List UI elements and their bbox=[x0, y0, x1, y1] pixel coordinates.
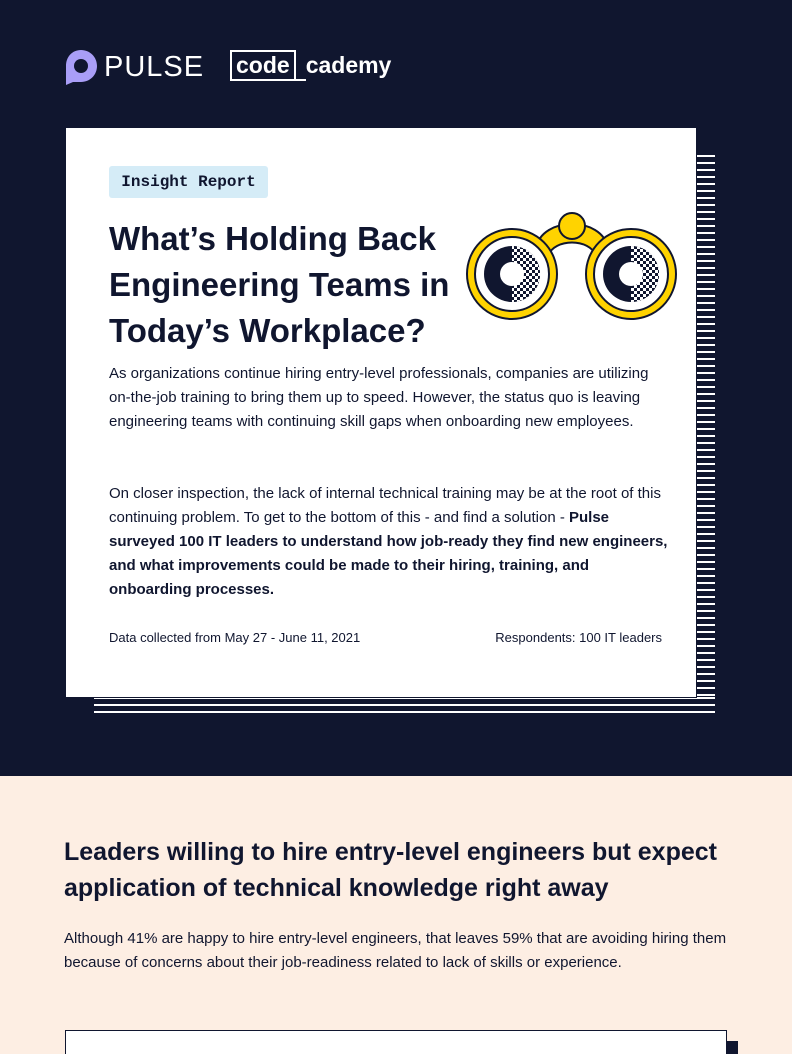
pulse-logo-icon bbox=[64, 49, 98, 85]
decorative-stripes-bottom bbox=[94, 697, 715, 717]
report-card bbox=[65, 127, 697, 698]
codecademy-logo bbox=[230, 50, 391, 82]
insight-report-badge: Insight Report bbox=[109, 166, 268, 198]
detail-bold-text: Pulse surveyed 100 IT leaders to understand how job-ready they find new engineers, and what improvements could be made to their hiring, training, and onboarding processes. bbox=[109, 509, 668, 598]
intro-paragraph: As organizations continue hiring entry-level professionals, companies are utilizing on-the-job training to bring them up to speed. However, the status quo is leaving engineering teams with continuing skill gaps when onboarding new employees. bbox=[109, 365, 649, 430]
respondents-count: Respondents: 100 IT leaders bbox=[495, 630, 662, 645]
pulse-logo bbox=[64, 49, 204, 85]
section-body: Although 41% are happy to hire entry-level engineers, that leaves 59% that are avoiding hiring them because of concerns about their job-readiness related to lack of skills or experience. bbox=[64, 930, 727, 971]
chart-card-shadow bbox=[727, 1041, 738, 1054]
decorative-stripes-right bbox=[696, 155, 715, 697]
codecademy-rest-text: cademy bbox=[305, 52, 392, 78]
cursor-mark bbox=[294, 79, 306, 81]
report-title: What’s Holding Back Engineering Teams in Today’s Workplace? bbox=[109, 220, 450, 349]
detail-paragraph: On closer inspection, the lack of internal technical training may be at the root of this continuing problem. To get to the bottom of this - and find a solution - Pulse surveyed 100 IT leaders to understand how job-ready they find new engineers, and what improvements could be made to their hiring, training, and onboarding processes. bbox=[109, 485, 668, 598]
pulse-wordmark: PULSE bbox=[104, 51, 205, 83]
section-heading: Leaders willing to hire entry-level engineers but expect application of technical knowledge right away bbox=[64, 838, 717, 902]
chart-card-top bbox=[65, 1030, 727, 1054]
binoculars-icon bbox=[466, 210, 680, 322]
data-collected-date: Data collected from May 27 - June 11, 2021 bbox=[109, 630, 361, 645]
codecademy-boxed-text: code bbox=[230, 50, 296, 81]
